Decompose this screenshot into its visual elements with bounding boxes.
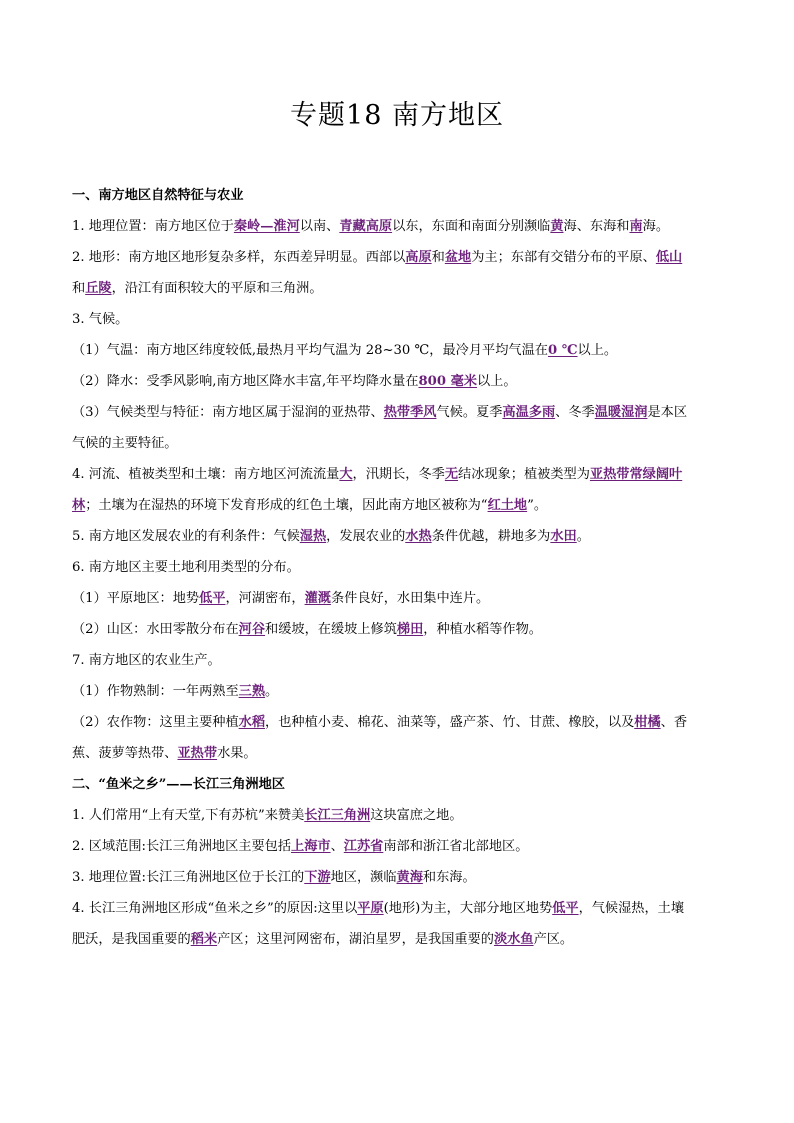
answer-keyword: 800 毫米 xyxy=(418,374,477,389)
text-segment: 以南、 xyxy=(299,219,340,234)
text-segment: 地区，濒临 xyxy=(330,870,397,885)
answer-keyword: 黄海 xyxy=(396,870,423,885)
answer-keyword: 灌溉 xyxy=(304,591,331,606)
text-segment: 4. 长江三角洲地区形成“鱼米之乡”的原因:这里以 xyxy=(72,901,358,916)
answer-keyword: 水稻 xyxy=(238,715,266,730)
text-segment: ，也种植小麦、棉花、油菜等，盛产茶、竹、甘蔗、橡胶，以及 xyxy=(265,715,635,730)
text-segment: 为主；东部有交错分布的平原、 xyxy=(471,250,656,265)
text-segment: 以东，东面和南面分别濒临 xyxy=(392,219,551,234)
paragraph-line xyxy=(72,335,724,366)
text-segment: ，发展农业的 xyxy=(326,529,406,544)
text-segment: ，种植水稻等作物。 xyxy=(423,622,542,637)
paragraph-line xyxy=(72,893,724,924)
text-segment: （2）农作物：这里主要种植 xyxy=(72,715,239,730)
text-segment: 2. 地形：南方地区地形复杂多样，东西差异明显。西部以 xyxy=(72,250,406,265)
text-segment: （1）作物熟制：一年两熟至 xyxy=(72,684,239,699)
paragraph-line xyxy=(72,242,724,273)
paragraph-line xyxy=(72,459,724,490)
answer-keyword: 平原 xyxy=(357,901,384,916)
paragraph-line xyxy=(72,552,724,583)
paragraph-line xyxy=(72,676,724,707)
text-segment: 气候的主要特征。 xyxy=(72,436,178,451)
text-segment: 1. 地理位置：南方地区位于 xyxy=(72,219,234,234)
text-segment: 产区；这里河网密布，湖泊星罗，是我国重要的 xyxy=(217,932,494,947)
text-segment: 海、东海和 xyxy=(563,219,630,234)
answer-keyword: 亚热带常绿阔叶 xyxy=(589,467,683,482)
text-segment: 2. 区域范围:长江三角洲地区主要包括 xyxy=(72,839,292,854)
text-segment: 、香 xyxy=(660,715,688,730)
text-segment: 4. 河流、植被类型和土壤：南方地区河流流量 xyxy=(72,467,340,482)
answer-keyword: 高温多雨 xyxy=(502,405,556,420)
text-segment: ，汛期长，冬季 xyxy=(352,467,445,482)
paragraph-line xyxy=(72,397,724,428)
text-segment: 以上。 xyxy=(577,343,618,358)
answer-keyword: 红土地 xyxy=(487,498,528,513)
paragraph-line xyxy=(72,273,724,304)
paragraph-line xyxy=(72,862,724,893)
text-segment: ，气候湿热，土壤 xyxy=(578,901,685,916)
text-segment: 是本区 xyxy=(647,405,688,420)
text-segment: （2）降水：受季风影响,南方地区降水丰富,年平均降水量在 xyxy=(72,374,419,389)
answer-keyword: 淡水鱼 xyxy=(494,932,534,947)
text-segment: ，河湖密布， xyxy=(225,591,305,606)
answer-keyword: 低平 xyxy=(552,901,579,916)
text-segment: 以上。 xyxy=(476,374,517,389)
document-body xyxy=(72,180,724,955)
text-segment: 。 xyxy=(265,684,279,699)
answer-keyword: 水田 xyxy=(550,529,577,544)
text-segment: ，沿江有面积较大的平原和三角洲。 xyxy=(111,281,323,296)
text-segment: （3）气候类型与特征：南方地区属于湿润的亚热带、 xyxy=(72,405,384,420)
text-segment: 、冬季 xyxy=(555,405,595,420)
text-segment: 水果。 xyxy=(217,746,257,761)
answer-keyword: 青藏高原 xyxy=(339,219,393,234)
text-segment: 蕉、菠萝等热带、 xyxy=(72,746,178,761)
answer-keyword: 水热 xyxy=(405,529,432,544)
answer-keyword: 下游 xyxy=(304,870,331,885)
paragraph-line xyxy=(72,490,724,521)
text-segment: 。 xyxy=(576,529,590,544)
text-segment: 二、“鱼米之乡”——长江三角洲地区 xyxy=(72,777,285,792)
text-segment: 这块富庶之地。 xyxy=(370,808,463,823)
answer-keyword: 低山 xyxy=(655,250,683,265)
answer-keyword: 无 xyxy=(444,467,459,482)
text-segment: ”。 xyxy=(527,498,548,513)
paragraph-line xyxy=(72,428,724,459)
text-segment: 和 xyxy=(431,250,445,265)
answer-keyword: 盆地 xyxy=(444,250,472,265)
paragraph-line xyxy=(72,645,724,676)
answer-keyword: 丘陵 xyxy=(85,281,112,296)
answer-keyword: 高原 xyxy=(405,250,432,265)
text-segment: 和 xyxy=(72,281,86,296)
answer-keyword: 大 xyxy=(339,467,353,482)
paragraph-line xyxy=(72,614,724,645)
text-segment: 3. 气候。 xyxy=(72,312,129,327)
text-segment: 气候。夏季 xyxy=(436,405,503,420)
paragraph-line xyxy=(72,211,724,242)
text-segment: (地形)为主，大部分地区地势 xyxy=(383,901,553,916)
text-segment: 5. 南方地区发展农业的有利条件：气候 xyxy=(72,529,300,544)
section-heading xyxy=(72,180,724,211)
text-segment: 条件良好，水田集中连片。 xyxy=(330,591,490,606)
text-segment: 6. 南方地区主要土地利用类型的分布。 xyxy=(72,560,300,575)
answer-keyword: 南 xyxy=(629,219,643,234)
text-segment: 肥沃，是我国重要的 xyxy=(72,932,191,947)
text-segment: 海。 xyxy=(642,219,670,234)
text-segment: 产区。 xyxy=(533,932,574,947)
paragraph-line xyxy=(72,707,724,738)
paragraph-line xyxy=(72,800,724,831)
answer-keyword: 热带季风 xyxy=(383,405,437,420)
answer-keyword: 0 ℃ xyxy=(547,343,578,358)
answer-keyword: 林 xyxy=(72,498,86,513)
text-segment: 结冰现象；植被类型为 xyxy=(458,467,590,482)
text-segment: 7. 南方地区的农业生产。 xyxy=(72,653,221,668)
answer-keyword: 湿热 xyxy=(299,529,327,544)
answer-keyword: 长江三角洲 xyxy=(304,808,371,823)
text-segment: （1）气温：南方地区纬度较低,最热月平均气温为 28~30 ℃，最冷月平均气温在 xyxy=(72,343,548,358)
text-segment: 和东海。 xyxy=(422,870,476,885)
paragraph-line xyxy=(72,366,724,397)
paragraph-line xyxy=(72,738,724,769)
text-segment: 、 xyxy=(330,839,344,854)
text-segment: 条件优越，耕地多为 xyxy=(431,529,551,544)
paragraph-line xyxy=(72,583,724,614)
document-title: 专题18 南方地区 xyxy=(290,100,504,131)
text-segment: 一、南方地区自然特征与农业 xyxy=(72,188,244,203)
answer-keyword: 温暖湿润 xyxy=(594,405,648,420)
answer-keyword: 梯田 xyxy=(396,622,424,637)
answer-keyword: 柑橘 xyxy=(634,715,661,730)
answer-keyword: 秦岭—淮河 xyxy=(233,219,300,234)
answer-keyword: 稻米 xyxy=(190,932,218,947)
paragraph-line xyxy=(72,831,724,862)
text-segment: 南部和浙江省北部地区。 xyxy=(383,839,529,854)
text-segment: （1）平原地区：地势 xyxy=(72,591,200,606)
answer-keyword: 江苏省 xyxy=(343,839,384,854)
text-segment: 和缓坡，在缓坡上修筑 xyxy=(265,622,397,637)
answer-keyword: 三熟 xyxy=(238,684,266,699)
text-segment: 1. 人们常用“上有天堂,下有苏杭”来赞美 xyxy=(72,808,305,823)
paragraph-line xyxy=(72,304,724,335)
text-segment: ；土壤为在湿热的环境下发育形成的红色土壤，因此南方地区被称为“ xyxy=(85,498,488,513)
paragraph-line xyxy=(72,521,724,552)
answer-keyword: 低平 xyxy=(199,591,226,606)
answer-keyword: 上海市 xyxy=(291,839,331,854)
answer-keyword: 亚热带 xyxy=(177,746,218,761)
section-heading xyxy=(72,769,724,800)
paragraph-line xyxy=(72,924,724,955)
text-segment: 3. 地理位置:长江三角洲地区位于长江的 xyxy=(72,870,305,885)
text-segment: （2）山区：水田零散分布在 xyxy=(72,622,239,637)
answer-keyword: 黄 xyxy=(550,219,564,234)
answer-keyword: 河谷 xyxy=(238,622,266,637)
